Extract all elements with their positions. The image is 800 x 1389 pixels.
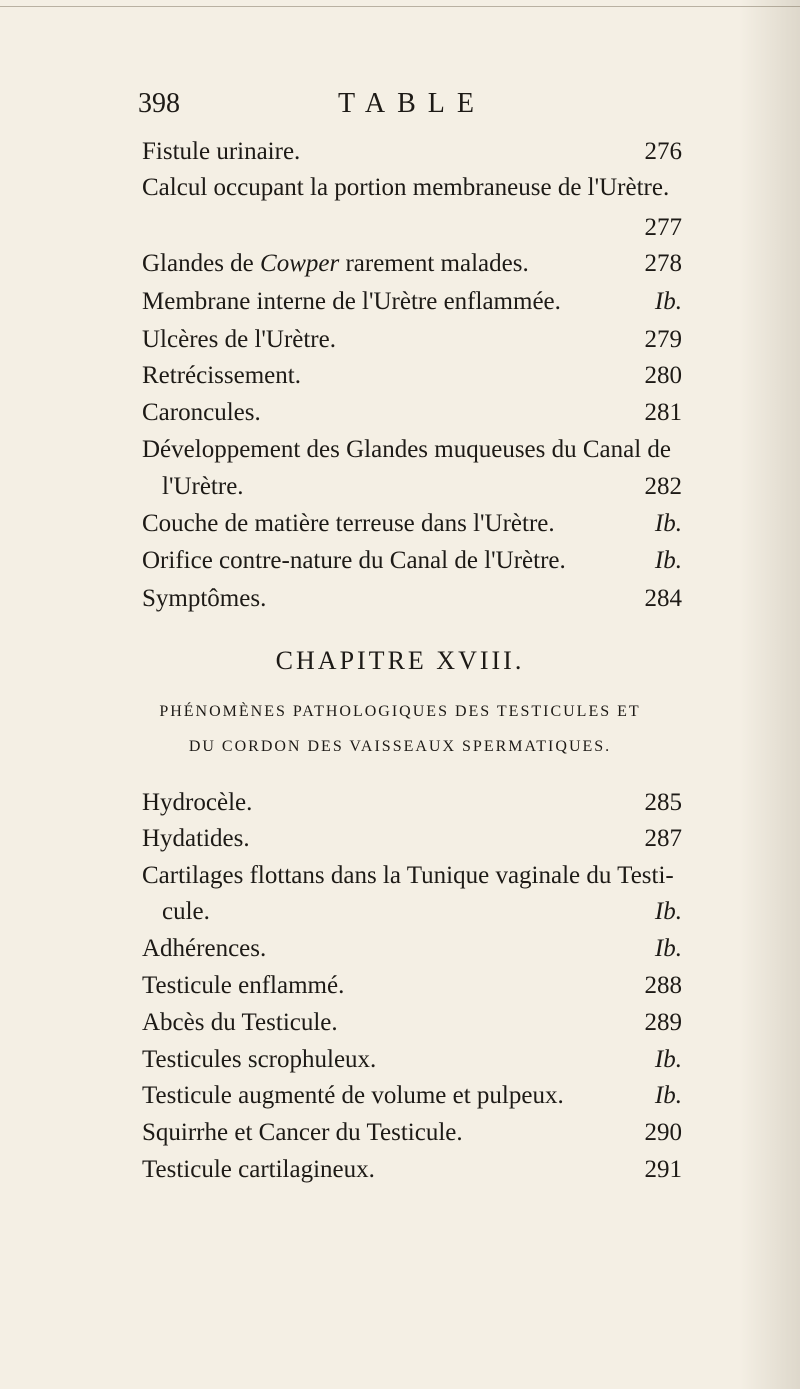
entry-page: 281 — [644, 399, 682, 426]
entry-text: Retrécissement. — [142, 362, 301, 389]
entry-page: 276 — [644, 138, 682, 165]
entry-text: l'Urètre. — [162, 473, 244, 500]
page-header — [138, 88, 658, 128]
entry-page: 277 — [644, 214, 682, 241]
entry-page: Ib. — [654, 898, 682, 925]
entry-text: Abcès du Testicule. — [142, 1009, 338, 1036]
entry-text: Fistule urinaire. — [142, 138, 301, 165]
entry-page: 278 — [644, 250, 682, 277]
entry-text: Squirrhe et Cancer du Testicule. — [142, 1119, 463, 1146]
entry-page: 288 — [644, 972, 682, 999]
entry-page: 287 — [644, 825, 682, 852]
page-edge-shadow — [740, 0, 800, 1389]
running-title: TABLE — [338, 88, 486, 119]
entry-text — [142, 248, 529, 280]
entry-text: Ulcères de l'Urètre. — [142, 326, 336, 353]
entry-text: Testicule cartilagineux. — [142, 1156, 375, 1183]
entry-text: Hydatides. — [142, 825, 250, 852]
page-top-edge — [0, 6, 800, 7]
entry-page: 291 — [644, 1156, 682, 1183]
entry-text: Adhérences. — [142, 935, 267, 962]
entry-text: Cartilages flottans dans la Tunique vaginale du Testi- — [142, 862, 674, 889]
entry-page: Ib. — [654, 1082, 682, 1109]
entry-text: Développement des Glandes muqueuses du Canal de — [142, 436, 672, 463]
entry-text-part: Glandes de — [142, 250, 261, 277]
entry-text: Testicules scrophuleux. — [142, 1046, 377, 1073]
entry-text: Membrane interne de l'Urètre enflammée. — [142, 288, 561, 315]
entry-text-italic: Cowper — [260, 250, 340, 277]
chapter-subtitle-line2: DU CORDON DES VAISSEAUX SPERMATIQUES. — [188, 738, 612, 755]
entry-text: Couche de matière terreuse dans l'Urètre. — [142, 510, 555, 537]
page-number: 398 — [138, 88, 180, 119]
entry-text-part: rarement malades. — [339, 250, 529, 277]
entry-text: Symptômes. — [142, 585, 267, 612]
entry-text: cule. — [162, 898, 210, 925]
entry-page: Ib. — [654, 547, 682, 574]
entry-page: Ib. — [654, 935, 682, 962]
entry-page: 285 — [644, 789, 682, 816]
entry-page: 284 — [644, 585, 682, 612]
entry-text: Orifice contre-nature du Canal de l'Urètre. — [142, 547, 566, 574]
entry-text: Caroncules. — [142, 399, 261, 426]
entry-text: Testicule enflammé. — [142, 972, 345, 999]
entry-text: Hydrocèle. — [142, 789, 253, 816]
entry-page: Ib. — [654, 288, 682, 315]
entry-text: Testicule augmenté de volume et pulpeux. — [142, 1082, 564, 1109]
entry-page: 280 — [644, 362, 682, 389]
chapter-subtitle-line1: PHÉNOMÈNES PATHOLOGIQUES DES TESTICULES ET — [159, 703, 641, 720]
entry-page: Ib. — [654, 510, 682, 537]
entry-page: 282 — [644, 473, 682, 500]
entry-text: Calcul occupant la portion membraneuse de l'Urètre. — [142, 174, 670, 201]
entry-page: 279 — [644, 326, 682, 353]
entry-page: Ib. — [654, 1046, 682, 1073]
entry-page: 290 — [644, 1119, 682, 1146]
entry-page: 289 — [644, 1009, 682, 1036]
chapter-title: CHAPITRE XVIII. — [275, 646, 525, 675]
